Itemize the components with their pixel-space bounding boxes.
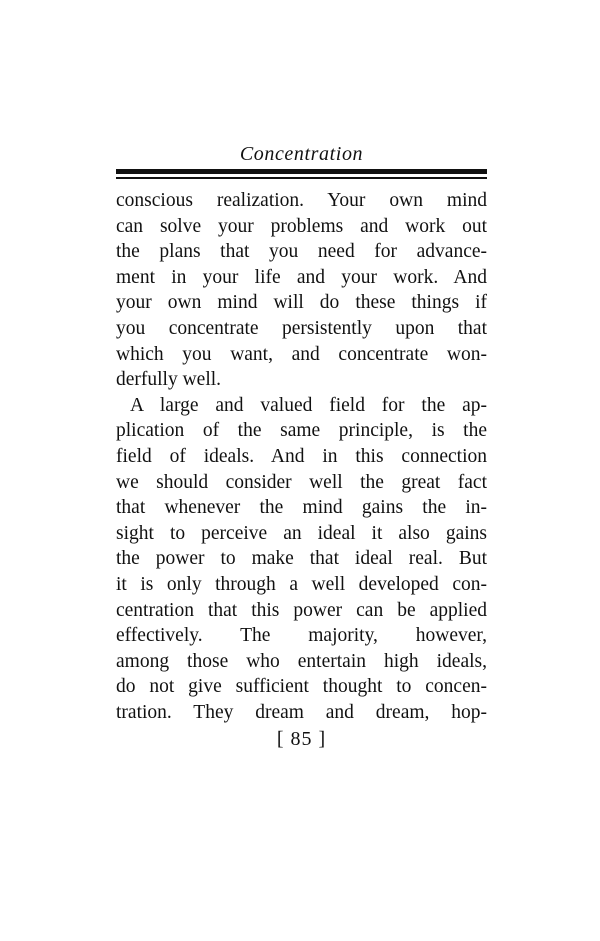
text-line: among those who entertain high ideals, (116, 650, 487, 672)
header-rule-thick (116, 169, 487, 174)
text-line: you concentrate persistently upon that (116, 317, 487, 339)
text-line: do not give sufficient thought to concen- (116, 676, 487, 698)
text-line: sight to perceive an ideal it also gains (116, 522, 487, 544)
text-line: it is only through a well developed con- (116, 573, 487, 595)
text-line: field of ideals. And in this connection (116, 445, 487, 467)
text-line: conscious realization. Your own mind (116, 190, 487, 211)
running-head: Concentration (239, 143, 364, 165)
text-line: centration that this power can be applied (116, 599, 487, 621)
text-line: can solve your problems and work out (116, 215, 487, 237)
text-line: ment in your life and your work. And (116, 266, 487, 288)
text-line: plication of the same principle, is the (116, 420, 487, 442)
body-text (116, 188, 487, 725)
text-line: derfully well. (116, 369, 222, 391)
text-line: we should consider well the great fact (116, 471, 487, 493)
text-line: A large and valued field for the ap- (130, 394, 487, 416)
text-line: your own mind will do these things if (116, 292, 487, 314)
text-line: which you want, and concentrate won- (116, 343, 487, 365)
page-number: [ 85 ] (276, 728, 327, 750)
header-rule-thin (116, 177, 487, 179)
text-line: that whenever the mind gains the in- (116, 497, 487, 519)
text-line: tration. They dream and dream, hop- (116, 701, 487, 723)
text-line: the plans that you need for advance- (116, 241, 487, 263)
text-line: effectively. The majority, however, (116, 625, 487, 647)
text-line: the power to make that ideal real. But (116, 548, 487, 570)
